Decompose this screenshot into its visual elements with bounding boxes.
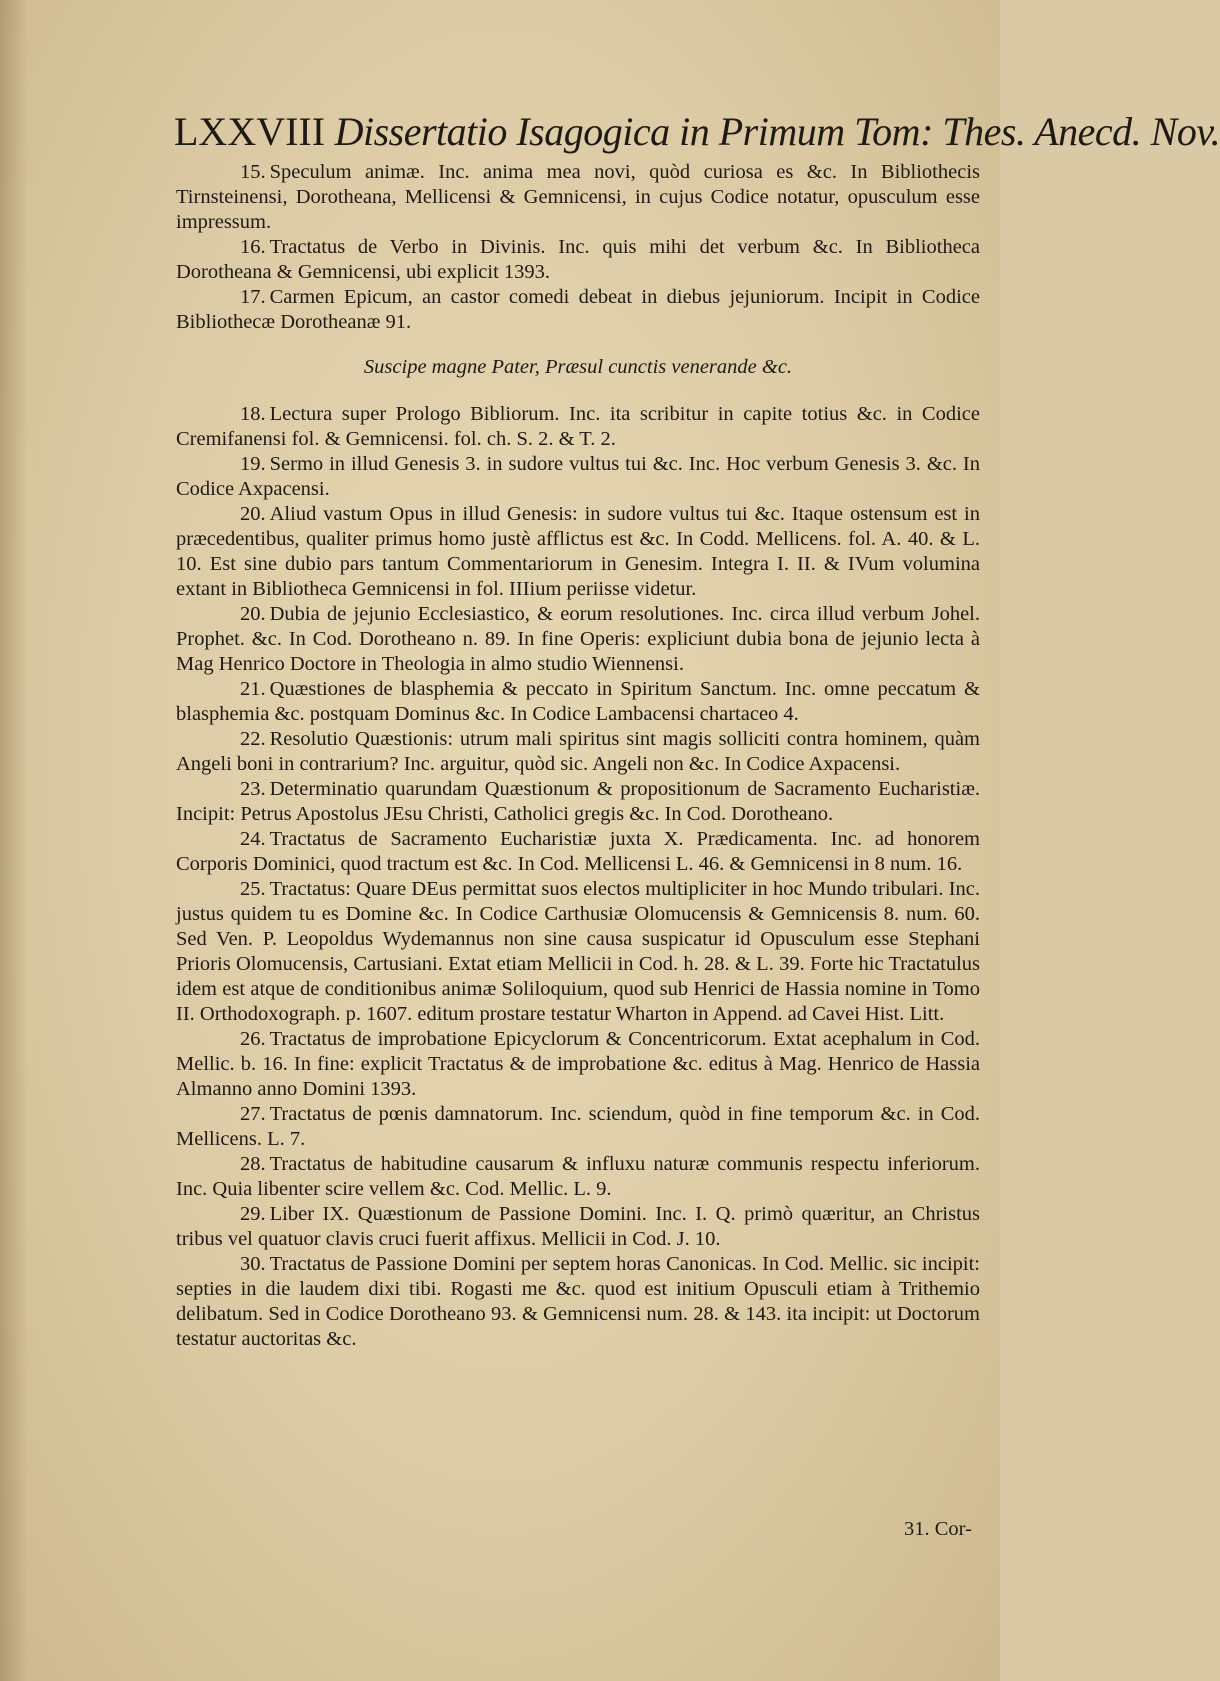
running-header bbox=[174, 108, 1220, 156]
entry: 20. Aliud vastum Opus in illud Genesis: in sudore vultus tui &c. Itaque ostensum est in præcedentibus, qualiter primus homo justè afflictus est &c. In Codd. Mellicens. fol. A. 40. & L. 10. Est sine dubio pars tantum Commentariorum in Genesim. Integra I. II. & IVum volumina extant in Bibliotheca Gemnicensi in fol. IIIium periisse videtur. bbox=[176, 503, 980, 600]
body-text bbox=[176, 160, 980, 1352]
running-title: Dissertatio Isagogica in Primum Tom: Thes. Anecd. Nov. bbox=[334, 109, 1220, 154]
entry: 21. Quæstiones de blasphemia & peccato in Spiritum Sanctum. Inc. omne peccatum & blasphemia &c. postquam Dominus &c. In Codice Lambacensi chartaceo 4. bbox=[176, 678, 980, 725]
page-number: LXXVIII bbox=[174, 109, 326, 154]
entry: 26. Tractatus de improbatione Epicyclorum & Concentricorum. Extat acephalum in Cod. Mellic. b. 16. In fine: explicit Tractatus & de improbatione &c. editus à Mag. Henrico de Hassia Almanno anno Domini 1393. bbox=[176, 1028, 980, 1100]
verse-line: Suscipe magne Pater, Præsul cunctis venerande &c. bbox=[363, 356, 793, 378]
entry: 23. Determinatio quarundam Quæstionum & propositionum de Sacramento Eucharistiæ. Incipit: Petrus Apostolus JEsu Christi, Catholici gregis &c. In Cod. Dorotheano. bbox=[176, 778, 980, 825]
entry: 20. Dubia de jejunio Ecclesiastico, & eorum resolutiones. Inc. circa illud verbum Johel. Prophet. &c. In Cod. Dorotheano n. 89. In fine Operis: expliciunt dubia bona de jejunio lecta à Mag Henrico Doctore in Theologia in almo studio Wiennensi. bbox=[176, 603, 980, 675]
catchword: 31. Cor- bbox=[904, 1518, 972, 1540]
entry: 16. Tractatus de Verbo in Divinis. Inc. quis mihi det verbum &c. In Bibliotheca Dorotheana & Gemnicensi, ubi explicit 1393. bbox=[176, 236, 980, 283]
entry: 27. Tractatus de pœnis damnatorum. Inc. sciendum, quòd in fine temporum &c. in Cod. Mellicens. L. 7. bbox=[176, 1103, 980, 1150]
entry: 24. Tractatus de Sacramento Eucharistiæ juxta X. Prædicamenta. Inc. ad honorem Corporis Dominici, quod tractum est &c. In Cod. Mellicensi L. 46. & Gemnicensi in 8 num. 16. bbox=[176, 828, 980, 875]
entry: 18. Lectura super Prologo Bibliorum. Inc. ita scribitur in capite totius &c. in Codice Cremifanensi fol. & Gemnicensi. fol. ch. S. 2. & T. 2. bbox=[176, 403, 980, 450]
entry: 17. Carmen Epicum, an castor comedi debeat in diebus jejuniorum. Incipit in Codice Bibliothecæ Dorotheanæ 91. bbox=[176, 286, 980, 333]
entry: 19. Sermo in illud Genesis 3. in sudore vultus tui &c. Inc. Hoc verbum Genesis 3. &c. In Codice Axpacensi. bbox=[176, 453, 980, 500]
entry: 30. Tractatus de Passione Domini per septem horas Canonicas. In Cod. Mellic. sic incipit: septies in die laudem dixi tibi. Rogasti me &c. quod est initium Opusculi etiam à Trithemio delibatum. Sed in Codice Dorotheano 93. & Gemnicensi num. 28. & 143. ita incipit: ut Doctorum testatur auctoritas &c. bbox=[176, 1253, 980, 1350]
entry: 29. Liber IX. Quæstionum de Passione Domini. Inc. I. Q. primò quæritur, an Christus tribus vel quatuor clavis cruci fuerit affixus. Mellicii in Cod. J. 10. bbox=[176, 1203, 980, 1250]
entry: 28. Tractatus de habitudine causarum & influxu naturæ communis respectu inferiorum. Inc. Quia libenter scire vellem &c. Cod. Mellic. L. 9. bbox=[176, 1153, 980, 1200]
entry: 25. Tractatus: Quare DEus permittat suos electos multipliciter in hoc Mundo tribulari. Inc. justus quidem tu es Domine &c. In Codice Carthusiæ Olomucensis & Gemnicensis 8. num. 60. Sed Ven. P. Leopoldus Wydemannus non sine causa suspicatur id Opusculum esse Stephani Prioris Olomucensis, Cartusiani. Extat etiam Mellicii in Cod. h. 28. & L. 39. Forte hic Tractatulus idem est atque de conditionibus animæ Soliloquium, quod sub Henrici de Hassia nomine in Tomo II. Orthodoxograph. p. 1607. editum prostare testatur Wharton in Append. ad Cavei Hist. Litt. bbox=[176, 878, 980, 1025]
entry: 15. Speculum animæ. Inc. anima mea novi, quòd curiosa es &c. In Bibliothecis Tirnsteinensi, Dorotheana, Mellicensi & Gemnicensi, in cujus Codice notatur, opusculum esse impressum. bbox=[176, 161, 980, 233]
entry: 22. Resolutio Quæstionis: utrum mali spiritus sint magis solliciti contra hominem, quàm Angeli boni in contrarium? Inc. arguitur, quòd sic. Angeli non &c. In Codice Axpacensi. bbox=[176, 728, 980, 775]
